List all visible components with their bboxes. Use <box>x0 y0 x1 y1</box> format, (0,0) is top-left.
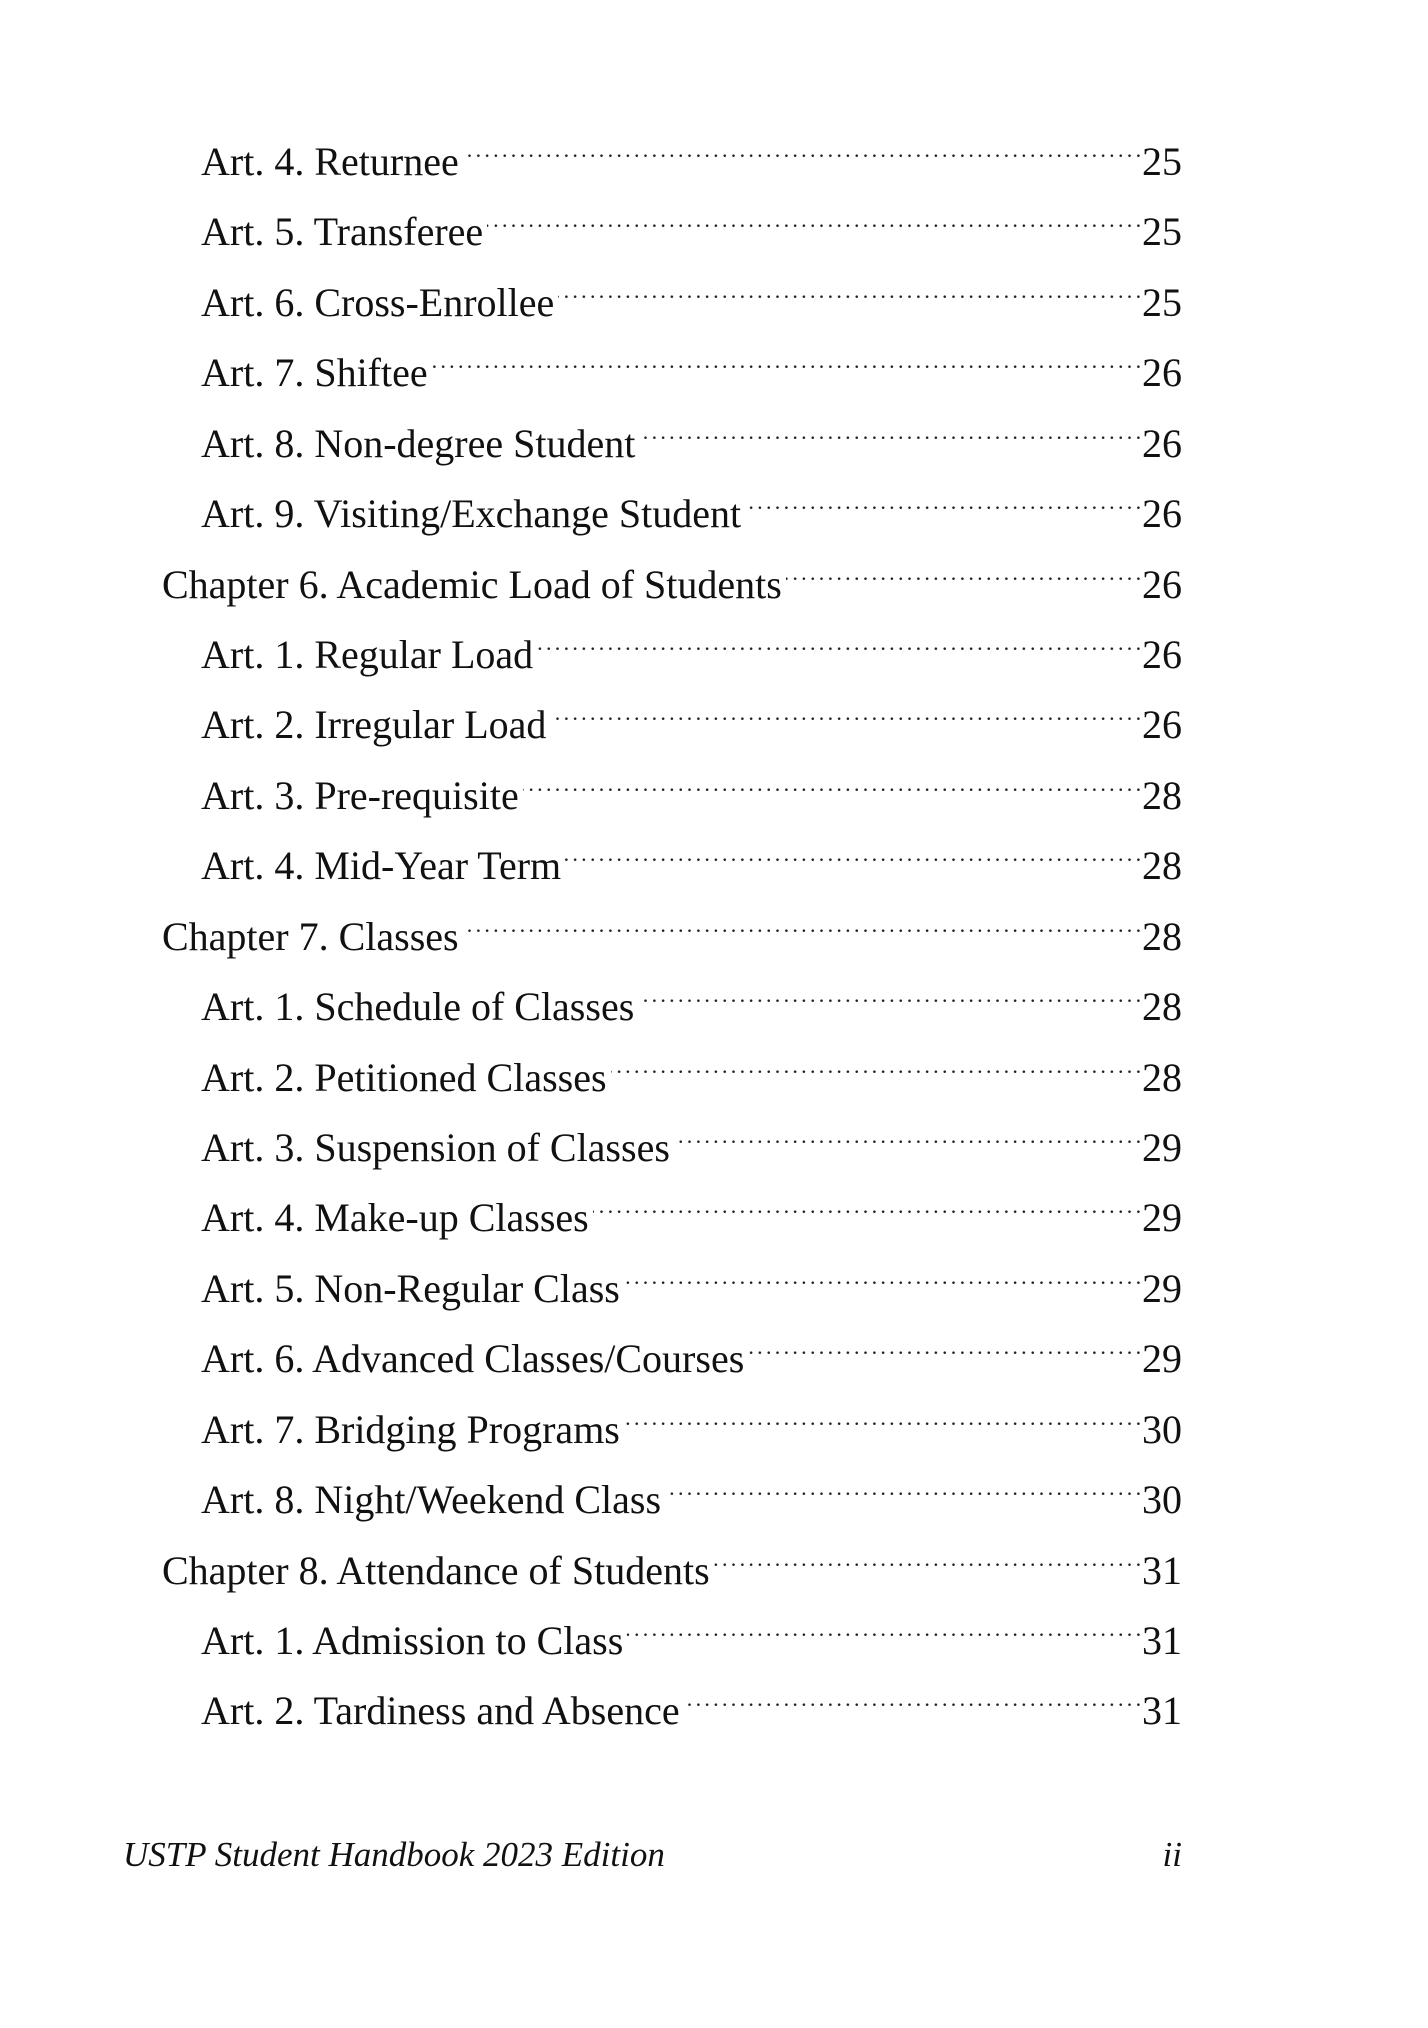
dot-leader <box>523 759 1140 809</box>
toc-entry-art7-bridging-programs[interactable] <box>201 1393 1182 1452</box>
toc-entry-art7-shiftee[interactable] <box>201 336 1182 395</box>
toc-entry-title: Art. 2. Tardiness and Absence <box>201 1688 680 1733</box>
page-footer <box>123 1832 1182 1878</box>
toc-entry-art4-mid-year-term[interactable] <box>201 829 1182 888</box>
dot-leader <box>537 618 1140 668</box>
toc-entry-page: 28 <box>1142 914 1182 959</box>
toc-entry-chapter6-academic-load[interactable] <box>162 548 1182 607</box>
toc-entry-title: Art. 5. Non-Regular Class <box>201 1266 620 1311</box>
dot-leader <box>639 407 1140 457</box>
running-title: USTP Student Handbook 2023 Edition <box>123 1835 665 1874</box>
dot-leader <box>565 829 1140 879</box>
dot-leader <box>487 195 1140 245</box>
dot-leader <box>463 125 1140 175</box>
toc-entry-title: Art. 1. Schedule of Classes <box>201 984 635 1029</box>
toc-entry-title: Art. 4. Returnee <box>201 139 459 184</box>
toc-entry-page: 26 <box>1142 491 1182 536</box>
toc-entry-page: 30 <box>1142 1477 1182 1522</box>
toc-entry-chapter8-attendance[interactable] <box>162 1534 1182 1593</box>
toc-entry-title: Art. 7. Bridging Programs <box>201 1407 620 1452</box>
dot-leader <box>665 1463 1140 1513</box>
toc-entry-page: 25 <box>1142 139 1182 184</box>
toc-entry-page: 26 <box>1142 632 1182 677</box>
toc-entry-title: Art. 2. Petitioned Classes <box>201 1055 607 1100</box>
toc-entry-title: Art. 3. Suspension of Classes <box>201 1125 670 1170</box>
toc-entry-title: Art. 8. Night/Weekend Class <box>201 1477 662 1522</box>
dot-leader <box>627 1604 1140 1654</box>
toc-entry-page: 29 <box>1142 1336 1182 1381</box>
dot-leader <box>714 1534 1140 1584</box>
toc-entry-art5-non-regular-class[interactable] <box>201 1252 1182 1311</box>
toc-entry-page: 29 <box>1142 1195 1182 1240</box>
dot-leader <box>624 1393 1140 1443</box>
toc-entry-art3-suspension-of-classes[interactable] <box>201 1111 1182 1170</box>
dot-leader <box>748 1322 1140 1372</box>
toc-entry-page: 25 <box>1142 280 1182 325</box>
toc-entry-page: 29 <box>1142 1125 1182 1170</box>
toc-entry-page: 26 <box>1142 350 1182 395</box>
toc-entry-page: 25 <box>1142 209 1182 254</box>
toc-entry-page: 31 <box>1142 1548 1182 1593</box>
toc-entry-art6-advanced-classes[interactable] <box>201 1322 1182 1381</box>
toc-entry-page: 26 <box>1142 562 1182 607</box>
toc-entry-page: 31 <box>1142 1618 1182 1663</box>
dot-leader <box>624 1252 1140 1302</box>
dot-leader <box>558 266 1140 316</box>
dot-leader <box>593 1181 1140 1231</box>
toc-entry-art5-transferee[interactable] <box>201 195 1182 254</box>
dot-leader <box>638 970 1140 1020</box>
toc-entry-page: 29 <box>1142 1266 1182 1311</box>
toc-entry-art1-schedule-of-classes[interactable] <box>201 970 1182 1029</box>
toc-entry-title: Art. 8. Non-degree Student <box>201 421 636 466</box>
toc-entry-title: Art. 6. Advanced Classes/Courses <box>201 1336 745 1381</box>
dot-leader <box>674 1111 1140 1161</box>
toc-entry-page: 30 <box>1142 1407 1182 1452</box>
toc-entry-page: 28 <box>1142 773 1182 818</box>
dot-leader <box>684 1674 1140 1724</box>
toc-entry-title: Art. 6. Cross-Enrollee <box>201 280 555 325</box>
dot-leader <box>611 1041 1140 1091</box>
toc-entry-title: Art. 7. Shiftee <box>201 350 428 395</box>
toc-entry-art4-make-up-classes[interactable] <box>201 1181 1182 1240</box>
toc-entry-art9-visiting-exchange-student[interactable] <box>201 477 1182 536</box>
toc-entry-page: 28 <box>1142 843 1182 888</box>
dot-leader <box>786 548 1140 598</box>
toc-entry-art8-non-degree-student[interactable] <box>201 407 1182 466</box>
toc-entry-title: Art. 3. Pre-requisite <box>201 773 519 818</box>
toc-entry-title: Art. 4. Mid-Year Term <box>201 843 562 888</box>
toc-entry-art2-irregular-load[interactable] <box>201 688 1182 747</box>
dot-leader <box>463 900 1140 950</box>
toc-entry-chapter7-classes[interactable] <box>162 900 1182 959</box>
toc-entry-title: Art. 1. Admission to Class <box>201 1618 624 1663</box>
toc-entry-art3-pre-requisite[interactable] <box>201 759 1182 818</box>
toc-entry-page: 28 <box>1142 1055 1182 1100</box>
page-number: ii <box>1162 1835 1182 1874</box>
toc-entry-page: 28 <box>1142 984 1182 1029</box>
toc-entry-art1-regular-load[interactable] <box>201 618 1182 677</box>
dot-leader <box>432 336 1140 386</box>
toc-entry-art8-night-weekend-class[interactable] <box>201 1463 1182 1522</box>
toc-entry-title: Chapter 6. Academic Load of Students <box>162 562 782 607</box>
toc-entry-title: Art. 2. Irregular Load <box>201 702 547 747</box>
toc-entry-title: Art. 5. Transferee <box>201 209 484 254</box>
dot-leader <box>745 477 1140 527</box>
toc-entry-title: Chapter 8. Attendance of Students <box>162 1548 710 1593</box>
toc-entry-art2-petitioned-classes[interactable] <box>201 1041 1182 1100</box>
toc-entry-title: Art. 4. Make-up Classes <box>201 1195 589 1240</box>
toc-entry-art6-cross-enrollee[interactable] <box>201 266 1182 325</box>
toc-entry-art2-tardiness-and-absence[interactable] <box>201 1674 1182 1733</box>
toc-entry-art1-admission-to-class[interactable] <box>201 1604 1182 1663</box>
toc-entry-title: Chapter 7. Classes <box>162 914 459 959</box>
toc-entry-title: Art. 1. Regular Load <box>201 632 534 677</box>
toc-entry-page: 31 <box>1142 1688 1182 1733</box>
toc-entry-title: Art. 9. Visiting/Exchange Student <box>201 491 742 536</box>
toc-entry-art4-returnee[interactable] <box>201 125 1182 184</box>
toc-entry-page: 26 <box>1142 702 1182 747</box>
toc-entry-page: 26 <box>1142 421 1182 466</box>
dot-leader <box>550 688 1140 738</box>
